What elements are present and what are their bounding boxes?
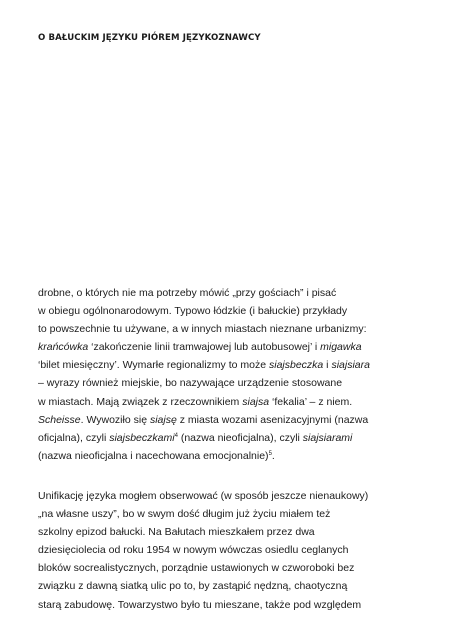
paragraph-1: [38, 284, 430, 465]
text-segment: w obiegu ogólnonarodowym. Typowo łódzkie (i bałuckie) przykłady: [38, 305, 348, 318]
text-segment: ‘fekalia’ – z niem.: [269, 395, 353, 408]
footnote-ref: 4: [174, 432, 178, 439]
text-segment: Unifikację języka mogłem obserwować (w sposób jeszcze nienaukowy): [38, 489, 369, 502]
text-line: [38, 447, 430, 465]
running-head: O BAŁUCKIM JĘZYKU PIÓREM JĘZYKOZNAWCY: [38, 33, 261, 43]
text-line: [38, 541, 430, 559]
text-line: [38, 577, 430, 595]
body-text: [38, 284, 430, 614]
italic-term: siajsbeczka: [268, 359, 324, 372]
text-segment: bloków socrealistycznych, porządnie ustawionych w czworoboki bez: [38, 562, 355, 575]
text-segment: oficjalna), czyli: [38, 431, 110, 444]
text-line: [38, 356, 430, 374]
text-segment: .: [271, 449, 275, 462]
italic-term: siajsa: [242, 395, 270, 408]
text-line: [38, 374, 430, 392]
text-segment: starą zabudowę. Towarzystwo było tu mieszane, także pod względem: [38, 598, 362, 611]
italic-term: siajsiara: [331, 359, 370, 372]
text-line: [38, 429, 430, 447]
italic-term: migawka: [320, 341, 362, 354]
text-segment: ‘zakończenie linii tramwajowej lub autobusowej’ i: [88, 341, 321, 354]
paragraph-gap: [38, 465, 430, 487]
text-segment: związku z dawną siatką ulic po to, by zastąpić nędzną, chaotyczną: [38, 580, 348, 593]
text-line: [38, 320, 430, 338]
text-segment: „na własne uszy”, bo w swym dość długim już życiu miałem też: [38, 508, 331, 521]
italic-term: Scheisse: [38, 413, 81, 426]
footnote-ref: 5: [268, 450, 272, 457]
text-segment: szkolny epizod bałucki. Na Bałutach mieszkałem przez dwa: [38, 526, 315, 539]
text-line: [38, 596, 430, 614]
text-line: [38, 523, 430, 541]
paragraph-2: [38, 487, 430, 614]
text-segment: ‘bilet miesięczny’. Wymarłe regionalizmy to może: [38, 359, 269, 372]
text-segment: (nazwa nieoficjalna), czyli: [177, 431, 303, 444]
italic-term: siajsbeczkami: [109, 431, 175, 444]
text-segment: z miasta wozami asenizacyjnymi (nazwa: [176, 413, 369, 426]
text-segment: (nazwa nieoficjalna i nacechowana emocjonalnie): [38, 449, 269, 462]
text-line: [38, 302, 430, 320]
text-line: [38, 487, 430, 505]
italic-term: siajsę: [149, 413, 177, 426]
text-segment: to powszechnie tu używane, a w innych miastach nieznane urbanizmy:: [38, 323, 367, 336]
text-line: [38, 411, 430, 429]
text-line: [38, 284, 430, 302]
text-line: [38, 505, 430, 523]
text-segment: . Wywoziło się: [80, 413, 150, 426]
italic-term: krańcówka: [38, 341, 89, 354]
text-segment: – wyrazy również miejskie, bo nazywające urządzenie stosowane: [38, 377, 343, 390]
text-segment: i: [323, 359, 332, 372]
text-line: [38, 559, 430, 577]
text-segment: drobne, o których nie ma potrzeby mówić „przy gościach” i pisać: [38, 287, 337, 299]
text-segment: w miastach. Mają związek z rzeczownikiem: [38, 395, 243, 408]
text-line: [38, 338, 430, 356]
text-line: [38, 393, 430, 411]
italic-term: siajsiarami: [302, 431, 353, 444]
text-segment: dziesięciolecia od roku 1954 w nowym wówczas osiedlu ceglanych: [38, 544, 349, 557]
